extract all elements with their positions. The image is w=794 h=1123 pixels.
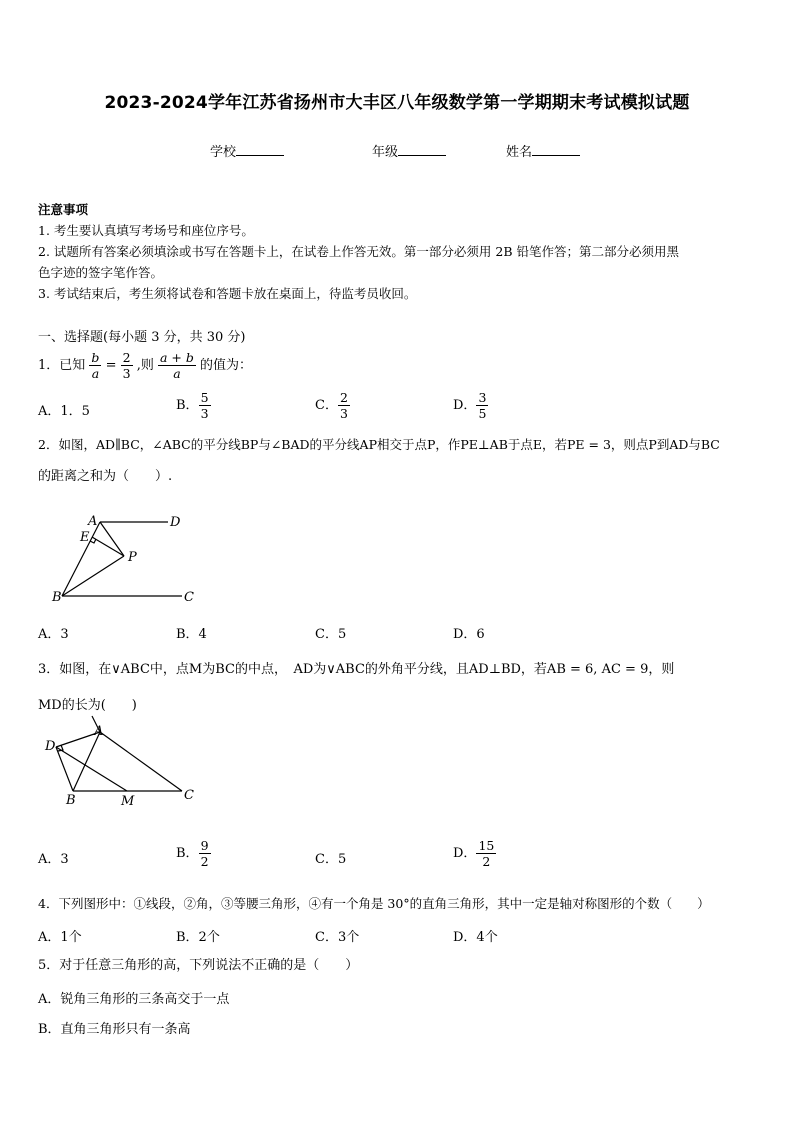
notice-heading: 注意事项 xyxy=(38,202,89,217)
name-blank xyxy=(532,143,580,156)
q3-label-C: C xyxy=(184,788,194,803)
question-2-line-1: 2．如图，AD∥BC，∠ABC的平分线BP与∠BAD的平分线AP相交于点P，作PE⊥AB于点E，若PE = 3，则点P到AD与BC xyxy=(38,437,720,452)
q2-option-c: C．5 xyxy=(315,627,347,642)
q4-option-a: A．1个 xyxy=(38,930,82,945)
name-field xyxy=(506,141,580,160)
q4-option-b: B．2个 xyxy=(176,930,220,945)
q1-option-c: C． $\frac{2}{3}$ xyxy=(315,390,348,421)
q5-option-b: B．直角三角形只有一条高 xyxy=(38,1022,191,1037)
q1-fraction-b-over-a: $\frac{b}{a}$ xyxy=(91,350,100,381)
q1-suffix: 的值为： xyxy=(200,358,253,373)
q1-mid: ,则 xyxy=(136,358,154,373)
school-label: 学校 xyxy=(210,145,237,160)
q2-option-d: D．6 xyxy=(453,627,485,642)
q5-option-a: A．锐角三角形的三条高交于一点 xyxy=(38,992,230,1007)
q3-label-A: A xyxy=(94,724,104,739)
q2-option-a: A．3 xyxy=(38,627,69,642)
q1-prefix: 1．已知 xyxy=(38,358,86,373)
q3-option-d: D． $\frac{15}{2}$ xyxy=(453,838,495,869)
notice-item: 色字迹的签字笔作答。 xyxy=(38,265,164,280)
question-3-line-2: MD的长为( ) xyxy=(38,698,137,713)
question-4: 4．下列图形中：①线段，②角，③等腰三角形，④有一个角是 30°的直角三角形，其中一定是轴对称图形的个数（ ） xyxy=(38,896,710,911)
q3-option-a: A．3 xyxy=(38,852,69,867)
q1-option-d: D． $\frac{3}{5}$ xyxy=(453,390,487,421)
q1-fraction-a-plus-b-over-a: $\frac{a + b}{a}$ xyxy=(160,350,194,381)
q1-fraction-2-over-3: $\frac{2}{3}$ xyxy=(122,350,131,381)
q3-label-B: B xyxy=(66,793,76,808)
exam-title: 2023-2024学年江苏省扬州市大丰区八年级数学第一学期期末考试模拟试题 xyxy=(104,93,690,113)
question-2-line-2: 的距离之和为（ ）. xyxy=(38,469,173,484)
q1-option-a: A．1．5 xyxy=(38,404,90,419)
notice-item: 1. 考生要认真填写考场号和座位序号。 xyxy=(38,223,254,238)
school-blank xyxy=(236,143,284,156)
q3-option-b: B． $\frac{9}{2}$ xyxy=(176,838,209,869)
q3-option-c: C．5 xyxy=(315,852,347,867)
q3-label-D: D xyxy=(45,739,56,754)
q2-label-E: E xyxy=(80,530,90,545)
notice-item: 3. 考试结束后，考生须将试卷和答题卡放在桌面上，待监考员收回。 xyxy=(38,286,417,301)
grade-label: 年级 xyxy=(372,145,399,160)
q2-label-D: D xyxy=(170,515,181,530)
q2-label-C: C xyxy=(184,590,194,605)
notice-item: 2. 试题所有答案必须填涂或书写在答题卡上，在试卷上作答无效。第一部分必须用 2B 铅笔作答；第二部分必须用黑 xyxy=(38,244,679,259)
grade-field xyxy=(372,141,446,160)
question-5: 5．对于任意三角形的高，下列说法不正确的是（ ） xyxy=(38,958,359,973)
q1-option-b: B． $\frac{5}{3}$ xyxy=(176,390,209,421)
q2-option-b: B．4 xyxy=(176,627,207,642)
q2-label-A: A xyxy=(88,514,98,529)
q2-label-P: P xyxy=(128,550,137,565)
q3-label-M: M xyxy=(121,794,135,809)
question-3-line-1: 3．如图，在∨ABC中，点M为BC的中点， AD为∨ABC的外角平分线，且AD⊥BD，若AB = 6, AC = 9，则 xyxy=(38,662,675,677)
question-1 xyxy=(38,350,252,381)
q2-label-B: B xyxy=(52,590,62,605)
q4-option-c: C．3个 xyxy=(315,930,360,945)
school-field xyxy=(210,141,284,160)
q4-option-d: D．4个 xyxy=(453,930,498,945)
name-label: 姓名 xyxy=(506,145,533,160)
q2-figure xyxy=(48,510,208,610)
notice-block xyxy=(38,199,760,304)
grade-blank xyxy=(398,143,446,156)
q3-figure xyxy=(40,720,210,815)
section-heading: 一、选择题(每小题 3 分，共 30 分) xyxy=(38,330,246,345)
q1-equals: = xyxy=(105,358,117,373)
